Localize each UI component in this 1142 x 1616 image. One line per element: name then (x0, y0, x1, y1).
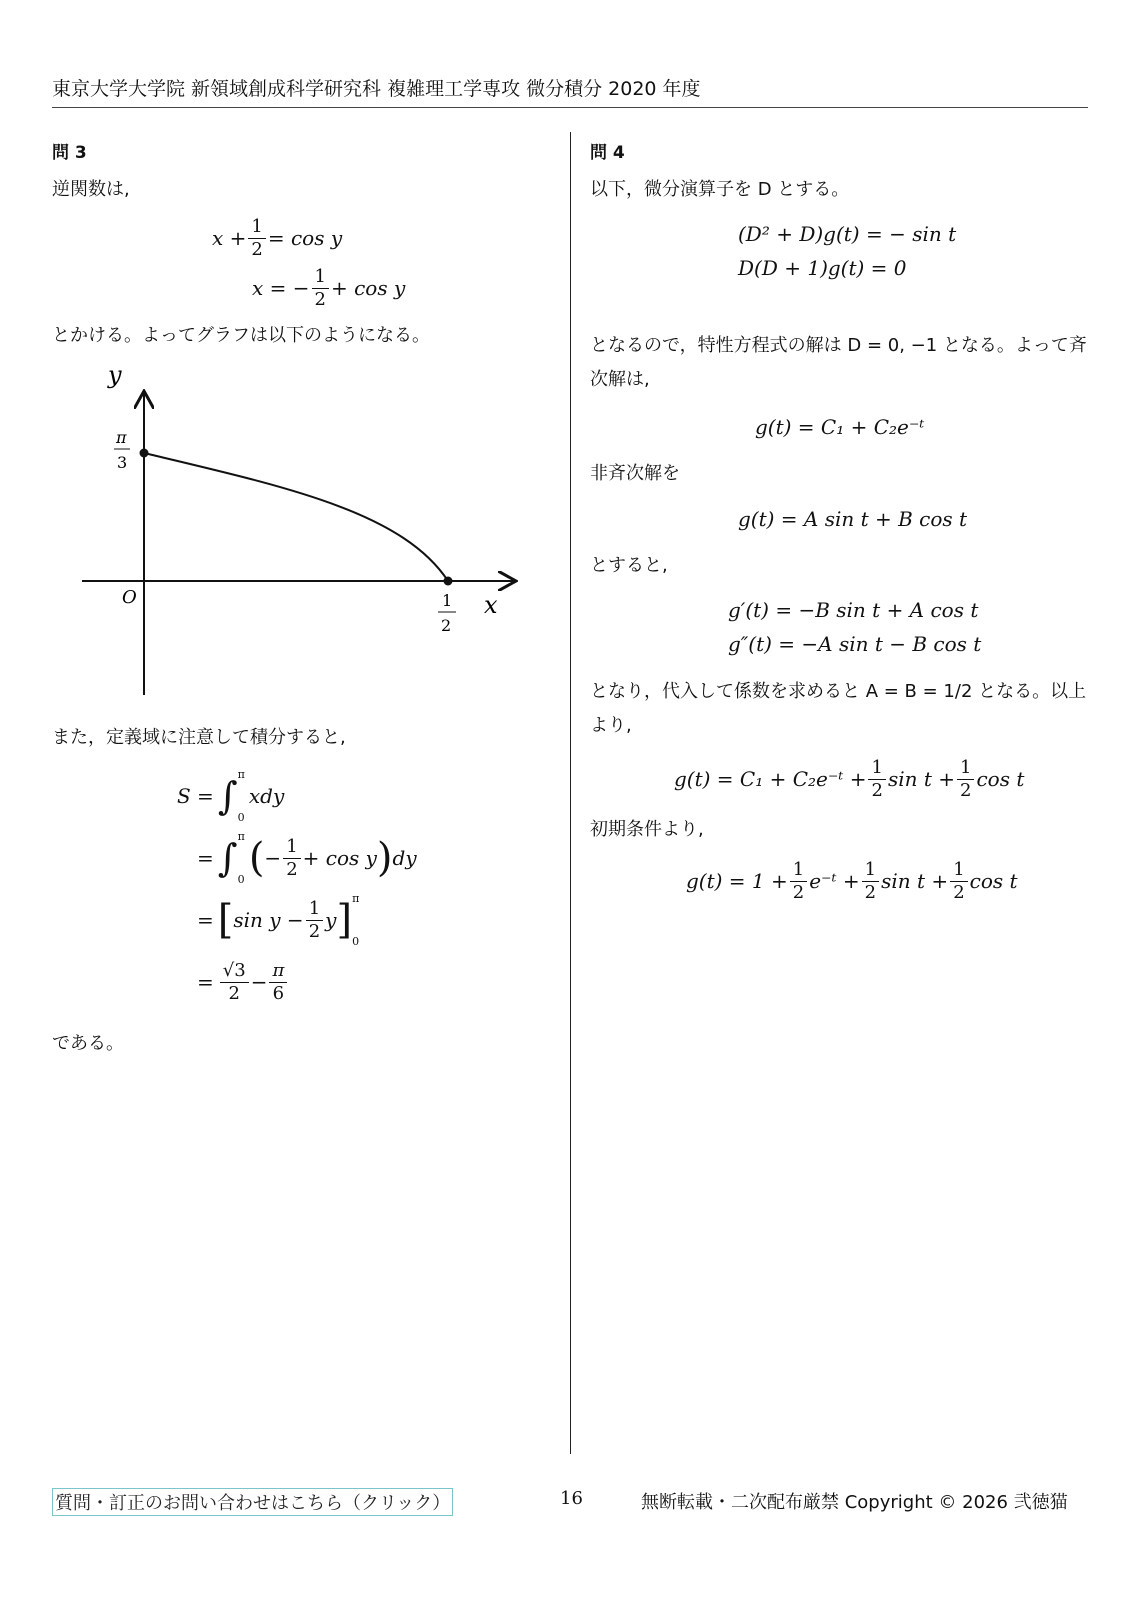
right-column (590, 138, 1095, 915)
homogeneous-solution: g(t) = C₁ + C₂e⁻ᵗ (755, 415, 925, 439)
problem-4-heading: 問 4 (590, 143, 625, 163)
integral-line-3-y: y (325, 908, 337, 932)
integral-line-1-lhs: S = (177, 784, 214, 808)
six: 6 (272, 982, 285, 1004)
x-axis-label: x (484, 591, 498, 619)
y-intercept-point (140, 449, 149, 458)
final-solution: g(t) = 1 + $\frac{1}{2}$ e⁻ᵗ + $\frac{1}{2}$ sin t + $\frac{1}{2}$ cos t (686, 858, 1018, 903)
inverse-equations (212, 213, 552, 313)
function-curve (144, 453, 448, 581)
area-integral (177, 765, 552, 1013)
integral-line-2-cos: + cos y (302, 846, 377, 870)
x-tick-numerator: 1 (442, 591, 453, 610)
page-header: 東京大学大学院 新領域創成科学研究科 複雑理工学専攻 微分積分 2020 年度 (52, 74, 1088, 108)
fraction: $\frac{1}{2}$ (957, 757, 974, 802)
integral-line-1-body: xdy (248, 784, 285, 808)
integral-line-3-sin: sin y − (233, 908, 304, 932)
column-divider (570, 132, 571, 1454)
x-intercept-point (444, 577, 453, 586)
fraction: $\frac{\pi}{6}$ (269, 960, 287, 1005)
eq1-right: = cos y (267, 226, 343, 250)
integral-intro-text: また，定義域に注意して積分すると, (52, 727, 346, 748)
fraction: $\frac{1}{2}$ (312, 266, 329, 311)
integral-sign: ∫ (217, 836, 238, 880)
left-column (52, 138, 552, 1061)
problem-3-heading: 問 3 (52, 143, 87, 163)
graph-intro-text: とかける。よってグラフは以下のようになる。 (52, 325, 430, 346)
fraction: $\frac{1}{2}$ (868, 757, 885, 802)
operator-intro-text: 以下，微分演算子を D とする。 (590, 179, 850, 200)
eq2-right: + cos y (330, 276, 406, 300)
particular-ansatz: g(t) = A sin t + B cos t (738, 507, 968, 531)
conclusion-text: である。 (52, 1033, 124, 1054)
derivatives (728, 593, 1095, 661)
then-text: とすると, (590, 555, 668, 576)
coefficient-text: となり，代入して係数を求めると A = B = 1/2 となる。以上より, (590, 681, 1087, 736)
inverse-function-graph (52, 361, 522, 701)
copyright-notice: 無断転載・二次配布厳禁 Copyright © 2026 弐徳猫 (641, 1492, 1068, 1513)
evaluation-limits: π 0 (352, 892, 360, 948)
right-paren: ) (376, 835, 393, 881)
intro-text: 逆関数は, (52, 179, 130, 200)
second-derivative: g″(t) = −A sin t − B cos t (728, 632, 982, 656)
nonhomogeneous-intro-text: 非斉次解を (590, 463, 680, 484)
origin-label: O (122, 587, 137, 608)
integral-line-2-minus: − (264, 846, 282, 870)
integral-sign: ∫ (217, 774, 238, 818)
integral-limits: π 0 (237, 768, 245, 824)
first-derivative: g′(t) = −B sin t + A cos t (728, 598, 979, 622)
operator-equations (738, 217, 1095, 285)
integral-line-4-minus: − (250, 970, 268, 994)
eq2-left: x = − (252, 276, 310, 300)
operator-eq-a: (D² + D)g(t) = − sin t (738, 222, 957, 246)
general-solution: g(t) = C₁ + C₂e⁻ᵗ + $\frac{1}{2}$ sin t + $\frac{1}{2}$ cos t (674, 756, 1025, 801)
x-tick-denominator: 2 (441, 616, 452, 635)
integral-line-3-lhs: = (197, 908, 214, 932)
fraction: $\frac{√3}{2}$ (220, 960, 249, 1005)
integral-line-2-dy: dy (392, 846, 417, 870)
fraction: $\frac{1}{2}$ (790, 859, 807, 904)
fraction: $\frac{1}{2}$ (950, 859, 967, 904)
fraction: $\frac{1}{2}$ (306, 898, 323, 943)
eq1-left: x + (212, 226, 247, 250)
y-tick-denominator: 3 (117, 453, 128, 472)
integral-line-4-lhs: = (197, 970, 214, 994)
operator-eq-b: D(D + 1)g(t) = 0 (738, 256, 907, 280)
left-bracket: [ (217, 897, 234, 943)
integral-limits: π 0 (237, 830, 245, 886)
fraction: $\frac{1}{2}$ (248, 216, 265, 261)
integral-line-2-lhs: = (197, 846, 214, 870)
characteristic-text: となるので，特性方程式の解は D = 0, −1 となる。よって斉次解は, (590, 335, 1087, 390)
y-axis-label: y (108, 361, 122, 389)
page-number: 16 (560, 1488, 583, 1509)
fraction: $\frac{1}{2}$ (862, 859, 879, 904)
y-tick-numerator: π (116, 428, 127, 447)
right-bracket: ] (336, 897, 353, 943)
fraction: $\frac{1}{2}$ (283, 836, 300, 881)
left-paren: ( (248, 835, 265, 881)
initial-condition-text: 初期条件より, (590, 819, 704, 840)
contact-link[interactable]: 質問・訂正のお問い合わせはこちら（クリック） (52, 1488, 453, 1516)
